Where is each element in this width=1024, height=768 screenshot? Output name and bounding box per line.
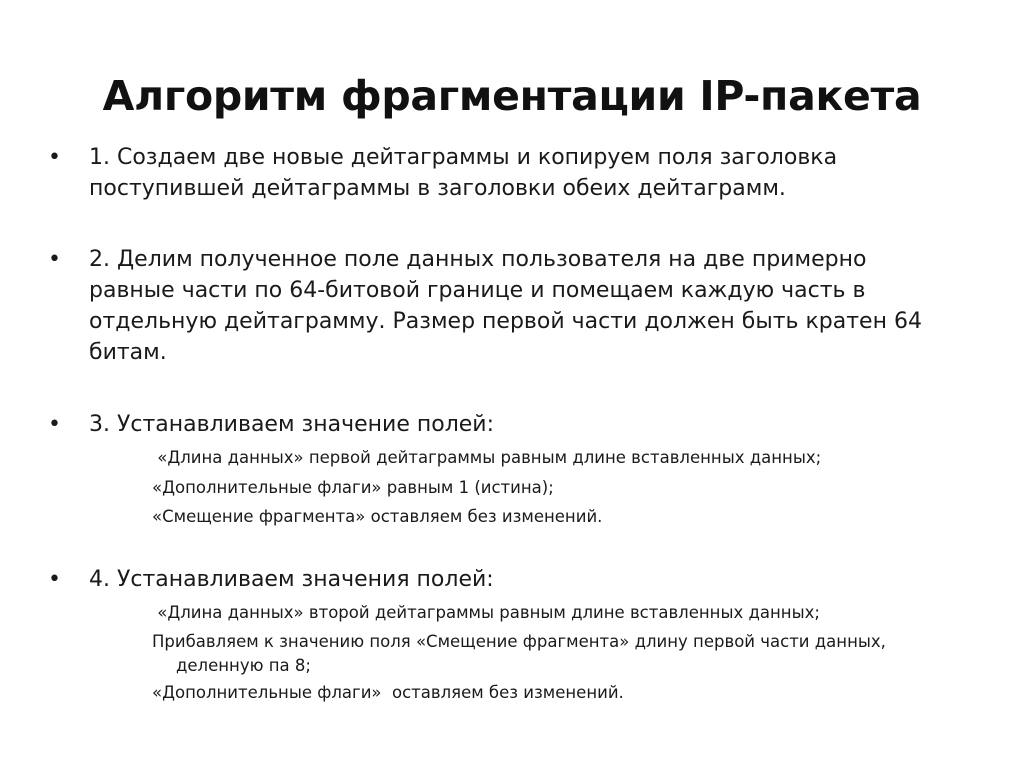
- bullet-text: 2. Делим полученное поле данных пользователя на две примерно равные части по 64-битовой границе и помещаем каждую часть в отдельную дейтаграмму. Размер первой части должен быть кратен 64 битам.: [89, 247, 922, 365]
- sub-item: «Дополнительные флаги» оставляем без изменений.: [152, 683, 624, 702]
- slide-title: Алгоритм фрагментации IP-пакета: [102, 72, 922, 120]
- bullet-marker: •: [48, 412, 61, 437]
- sub-item: «Длина данных» первой дейтаграммы равным длине вставленных данных;: [152, 448, 822, 467]
- sub-item: «Смещение фрагмента» оставляем без изменений.: [152, 507, 603, 526]
- sub-item: Прибавляем к значению поля «Смещение фрагмента» длину первой части данных, деленную па 8;: [152, 632, 886, 675]
- bullet-text: 4. Устанавливаем значения полей:: [89, 567, 494, 592]
- sub-item: «Длина данных» второй дейтаграммы равным длине вставленных данных;: [152, 603, 820, 622]
- bullet-text: 1. Создаем две новые дейтаграммы и копируем поля заголовка поступившей дейтаграммы в заголовки обеих дейтаграмм.: [89, 145, 838, 201]
- bullet-marker: •: [48, 247, 61, 272]
- bullet-marker: •: [48, 145, 61, 170]
- bullet-text: 3. Устанавливаем значение полей:: [89, 412, 495, 437]
- bullet-marker: •: [48, 567, 61, 592]
- sub-item: «Дополнительные флаги» равным 1 (истина);: [152, 478, 554, 497]
